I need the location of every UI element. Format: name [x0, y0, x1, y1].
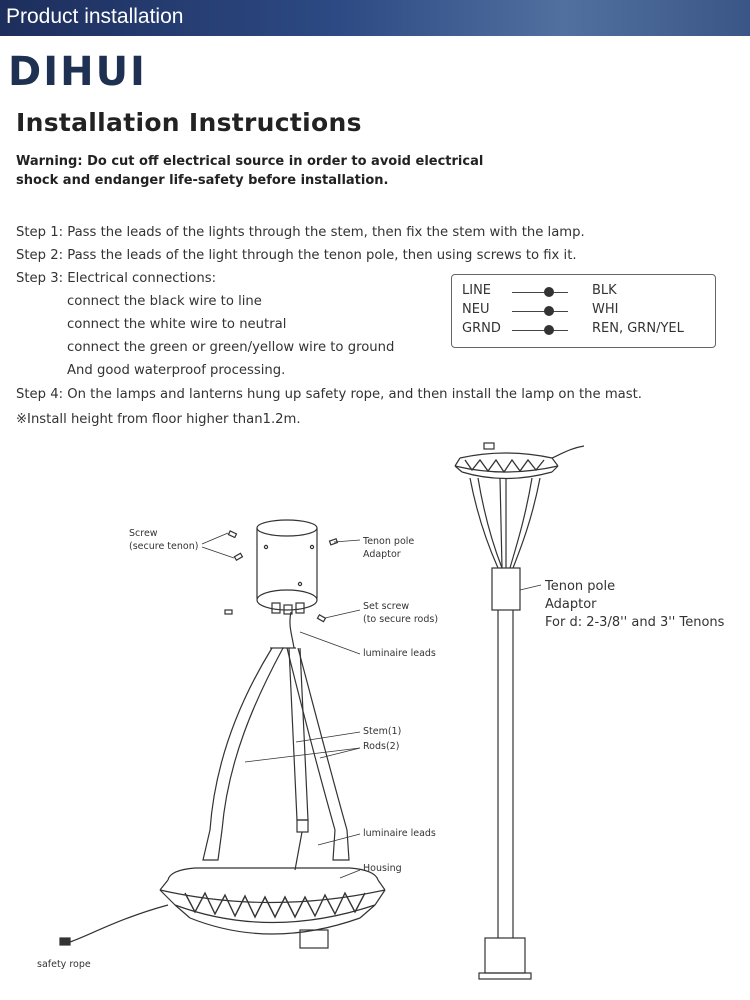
housing-drawing	[160, 868, 385, 948]
label-set-screw-sub: (to secure rods)	[363, 614, 439, 625]
wire-line	[512, 311, 568, 312]
step-4: Step 4: On the lamps and lanterns hung up safety rope, and then install the lamp on the mast.	[16, 387, 642, 402]
label-stem: Stem(1)	[363, 726, 402, 737]
wiring-label: GRND	[462, 321, 501, 336]
arms-drawing	[470, 478, 540, 568]
connector-dot-icon	[544, 306, 554, 316]
wiring-label: NEU	[462, 302, 490, 317]
wiring-legend	[451, 274, 716, 348]
wire-line	[512, 330, 568, 331]
warning-colon: :	[77, 154, 88, 169]
label-housing: Housing	[363, 863, 402, 874]
step-3-sub: connect the green or green/yellow wire to ground	[67, 340, 395, 355]
page-title: Installation Instructions	[16, 108, 362, 137]
label-safety-rope: safety rope	[37, 959, 91, 970]
label-screw-sub: (secure tenon)	[129, 541, 199, 552]
header-title: Product installation	[6, 5, 184, 28]
leader-lines	[202, 533, 360, 878]
label-set-screw: Set screw	[363, 601, 410, 612]
step-4-block	[16, 382, 642, 432]
brand-logo: DIHUI	[8, 49, 147, 95]
pole-drawing	[498, 610, 513, 938]
label-rods: Rods(2)	[363, 741, 400, 752]
wiring-color: BLK	[592, 283, 617, 298]
step-3: Step 3: Electrical connections:	[16, 271, 217, 286]
wire-line	[512, 292, 568, 293]
label-luminaire-leads-top: luminaire leads	[363, 648, 436, 659]
label-pole-adaptor-2: Adaptor	[545, 597, 597, 612]
safety-rope-drawing	[70, 905, 168, 942]
wiring-row-line	[462, 283, 712, 301]
label-luminaire-leads-bottom: luminaire leads	[363, 828, 436, 839]
wiring-color: REN, GRN/YEL	[592, 321, 684, 336]
wiring-row-neutral	[462, 302, 712, 320]
warning-line-1: Do cut off electrical source in order to avoid electrical	[87, 154, 484, 169]
step-2: Step 2: Pass the leads of the light through the tenon pole, then using screws to fix it.	[16, 248, 577, 263]
label-screw: Screw	[129, 528, 158, 539]
install-height-note: ※Install height from floor higher than1.2m.	[16, 412, 301, 427]
adaptor-leader-line	[520, 585, 541, 590]
lead-wire-bottom	[295, 832, 302, 870]
warning-line-2: shock and endanger life-safety before installation.	[16, 173, 389, 188]
step-3-sub: And good waterproof processing.	[67, 363, 286, 378]
step-3-sub: connect the black wire to line	[67, 294, 262, 309]
tenon-adaptor-drawing	[257, 520, 317, 614]
warning-text	[16, 152, 516, 190]
tenon-adaptor-on-pole	[492, 568, 520, 610]
fixture-head-drawing	[455, 443, 584, 479]
exploded-assembly-diagram	[0, 430, 450, 1000]
pole-mounted-diagram	[445, 435, 605, 995]
wiring-label: LINE	[462, 283, 492, 298]
label-pole-adaptor-3: For d: 2-3/8'' and 3'' Tenons	[545, 615, 725, 630]
step-1: Step 1: Pass the leads of the lights through the stem, then fix the stem with the lamp.	[16, 225, 585, 240]
connector-dot-icon	[544, 287, 554, 297]
wiring-row-ground	[462, 321, 712, 339]
step-3-sub: connect the white wire to neutral	[67, 317, 287, 332]
pole-base	[485, 938, 525, 973]
rods-drawing	[203, 648, 349, 860]
label-tenon-adaptor-2: Adaptor	[363, 549, 401, 560]
wiring-color: WHI	[592, 302, 619, 317]
connector-dot-icon	[544, 325, 554, 335]
lead-wire-top	[290, 612, 294, 648]
label-pole-adaptor-1: Tenon pole	[545, 579, 616, 594]
header-bar	[0, 0, 750, 36]
pole-foot	[479, 973, 531, 979]
warning-label: Warning	[16, 154, 78, 169]
label-tenon-adaptor-1: Tenon pole	[363, 536, 415, 547]
